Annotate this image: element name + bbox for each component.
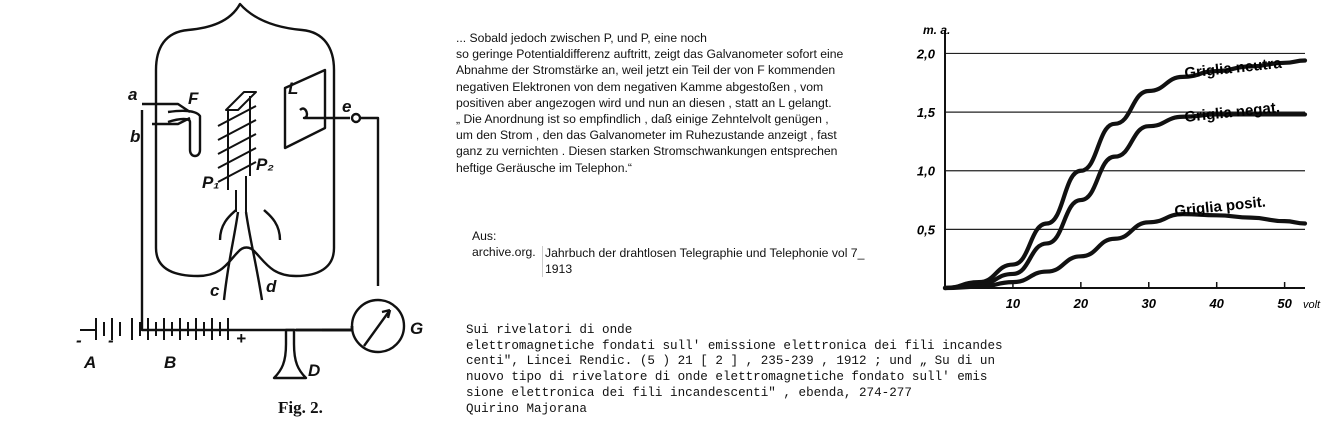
label-e: e	[342, 97, 352, 116]
citation-line: Sui rivelatori di onde	[466, 323, 633, 337]
series-label: Griglia negat.	[1183, 99, 1281, 126]
series-label: Griglia neutra	[1183, 54, 1283, 82]
source-title-year: 1913	[545, 261, 573, 276]
label-p1: P₁	[202, 173, 220, 192]
grid-combs	[218, 92, 256, 212]
label-l: L	[288, 79, 299, 98]
citation-line: centi", Lincei Rendic. (5 ) 21 [ 2 ] , 235-239 , 1912 ; und „ Su di un	[466, 354, 996, 369]
label-minus-1: -	[76, 331, 82, 350]
source-title	[542, 246, 864, 277]
x-tick-label: 30	[1141, 296, 1157, 311]
terminal-e	[352, 114, 360, 122]
citation-line: nuovo tipo di rivelatore di onde elettromagnetiche fondato sull' emis	[466, 370, 988, 385]
x-axis-label: volt	[1303, 299, 1321, 311]
quote-line: um den Strom , den das Galvanometer im Ruhezustande anzeigt , fast	[456, 128, 837, 143]
telephone	[274, 330, 306, 378]
chart-labels	[916, 23, 1321, 311]
label-plus: +	[236, 329, 246, 348]
circuit-diagram	[60, 0, 440, 425]
characteristic-chart	[905, 20, 1325, 320]
label-p2: P₂	[256, 155, 274, 174]
quote-line: „ Die Anordnung ist so empfindlich , daß einige Zehntelvolt genügen ,	[456, 112, 829, 127]
label-d-telephone: D	[308, 361, 321, 380]
battery-wire	[142, 318, 352, 330]
citation-line: sione elettronica dei fili incandescenti" , ebenda, 274-277	[466, 385, 912, 400]
label-d: d	[266, 277, 277, 296]
filament	[168, 111, 200, 156]
label-minus-2: -	[108, 331, 114, 350]
source-label-aus: Aus:	[472, 229, 497, 243]
series-line	[945, 60, 1305, 288]
y-tick-label: 1,5	[916, 105, 935, 121]
chart-series	[945, 60, 1305, 288]
quote-line: negativen Elektronen von dem negativen Kamme abgestoßen , vom	[456, 79, 824, 94]
label-a: a	[128, 85, 138, 104]
figure-caption: Fig. 2.	[278, 398, 323, 417]
x-tick-label: 40	[1209, 296, 1224, 311]
citation-block	[466, 323, 1106, 417]
quote-line: so geringe Potentialdifferenz auftritt, zeigt das Galvanometer sofort eine	[456, 47, 844, 62]
y-tick-label: 1,0	[916, 163, 935, 179]
quote-line: heftige Geräusche im Telephon.“	[456, 160, 632, 175]
label-a-battery: A	[84, 353, 97, 372]
y-tick-label: 2,0	[916, 46, 935, 62]
label-c: c	[210, 281, 220, 300]
x-tick-label: 20	[1073, 296, 1089, 311]
chart-svg	[905, 20, 1325, 320]
label-b-battery: B	[164, 353, 177, 372]
series-label: Griglia posit.	[1173, 193, 1267, 220]
source-label-archive: archive.org.	[472, 245, 536, 259]
citation-author: Quirino Majorana	[466, 401, 587, 416]
label-g: G	[410, 319, 424, 338]
y-tick-label: 0,5	[916, 222, 935, 238]
quote-block	[456, 30, 886, 176]
source-label	[472, 228, 536, 260]
citation-line: elettromagnetiche fondati sull' emissione elettronica dei fili incandes	[466, 338, 1003, 353]
x-tick-label: 10	[1005, 296, 1021, 311]
source-title-line: Jahrbuch der drahtlosen Telegraphie und Telephonie vol 7_	[545, 246, 865, 260]
quote-line: ganz zu vernichten . Diesen starken Stromschwankungen entsprechen	[456, 144, 838, 159]
label-f: F	[188, 89, 199, 108]
wire-right	[360, 118, 378, 286]
quote-line: ... Sobald jedoch zwischen P, und P, eine noch	[456, 31, 707, 45]
quote-line: Abnahme der Stromstärke an, weil jetzt ein Teil der von F kommenden	[456, 63, 836, 78]
quote-line: positiven aber angezogen wird und nun an diesen , statt an L gelangt.	[456, 95, 832, 110]
y-axis-label: m. a.	[923, 23, 951, 37]
label-b: b	[130, 127, 141, 146]
circuit-figure	[60, 0, 440, 425]
x-tick-label: 50	[1277, 296, 1292, 311]
